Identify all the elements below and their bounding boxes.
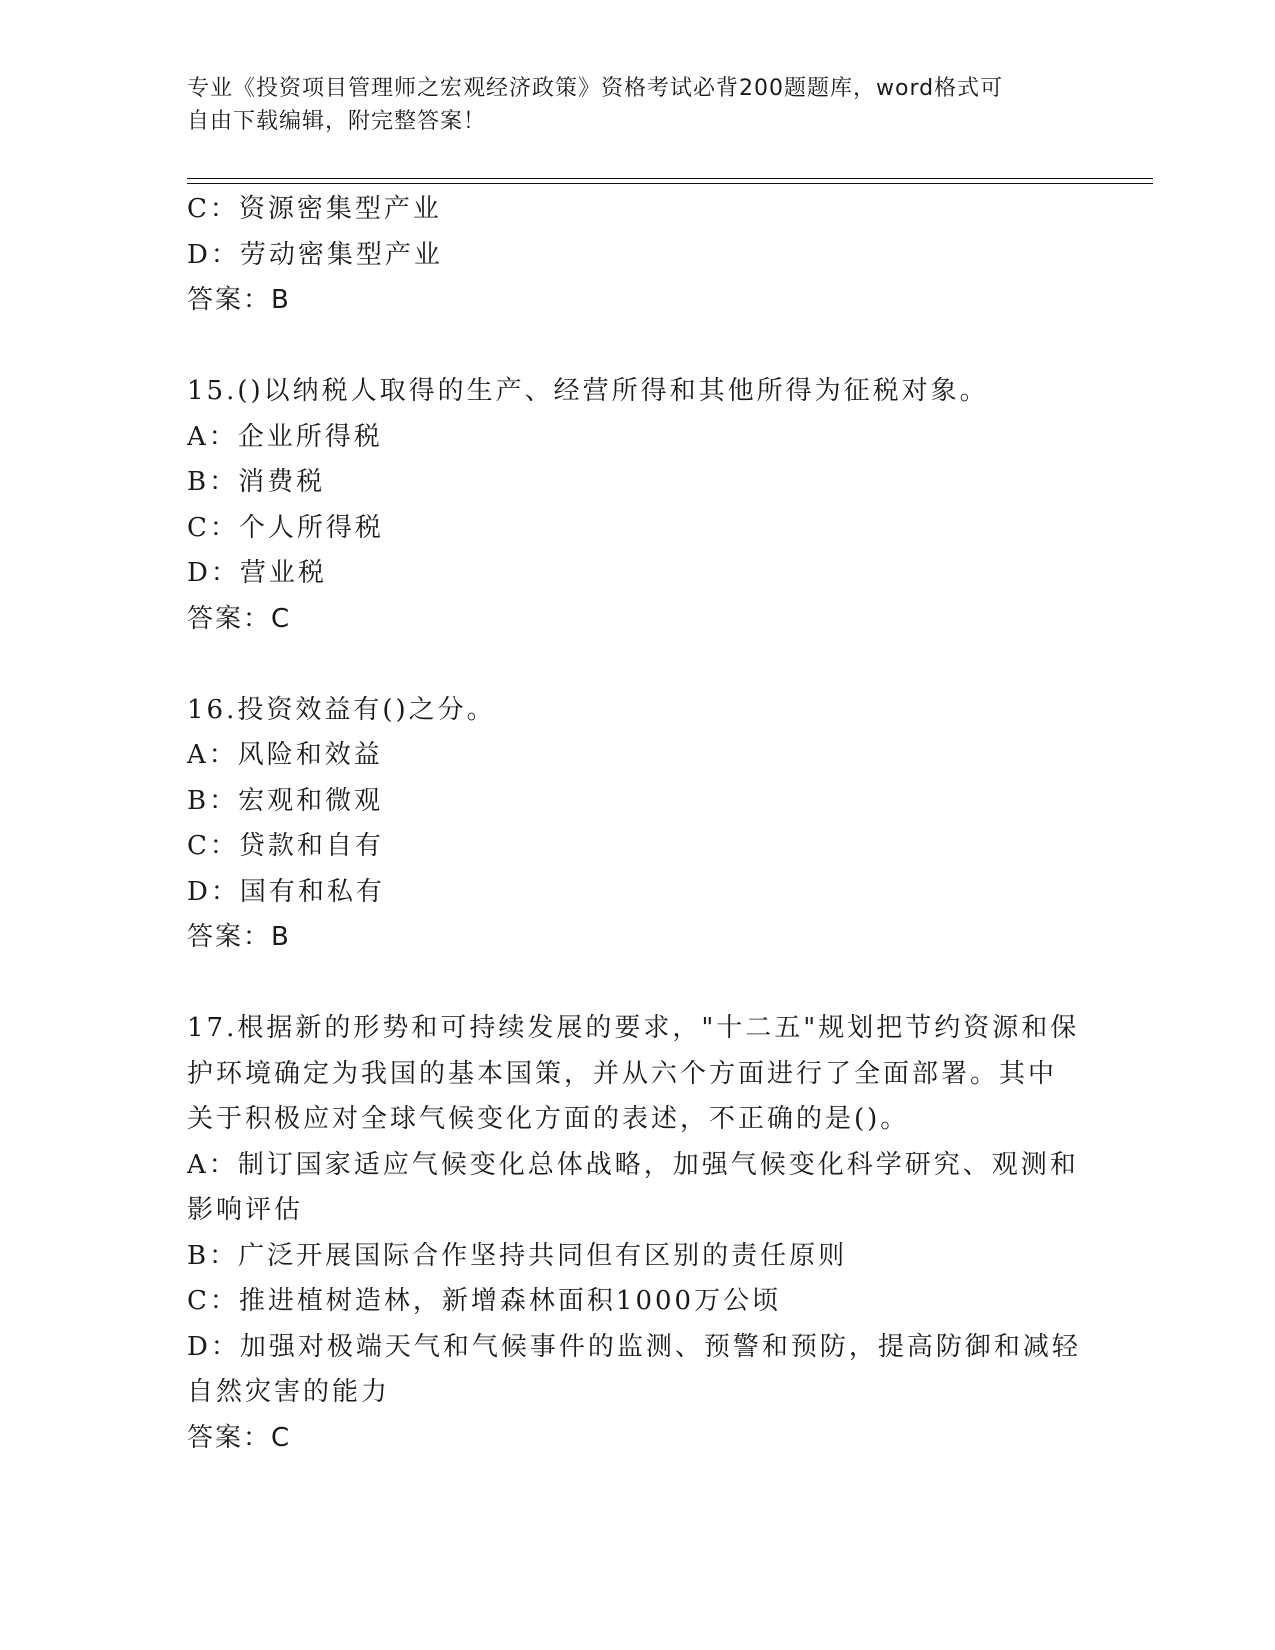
option-b <box>187 1234 1087 1280</box>
option-label: B： <box>187 467 239 497</box>
question-stem-line-2: 护环境确定为我国的基本国策，并从六个方面进行了全面部署。其中 <box>187 1058 1058 1089</box>
question-15 <box>187 369 1087 642</box>
option-a-continued: 影响评估 <box>187 1195 304 1225</box>
option-text: 资源密集型产业 <box>238 194 442 224</box>
option-text: 国有和私有 <box>239 876 385 907</box>
option-text: 个人所得税 <box>238 512 384 543</box>
answer-line: 答案：B <box>187 922 291 952</box>
option-d <box>187 233 1087 279</box>
option-c <box>187 824 1087 870</box>
option-text: 推进植树造林，新增森林面积1000万公顷 <box>238 1286 782 1316</box>
option-c <box>187 1279 1087 1325</box>
option-text: 制订国家适应气候变化总体战略，加强气候变化科学研究、观测和 <box>237 1149 1079 1180</box>
answer-line: 答案：C <box>187 603 292 634</box>
option-label: C： <box>187 1286 239 1316</box>
option-text: 劳动密集型产业 <box>239 239 443 270</box>
option-d <box>187 870 1087 916</box>
option-label: B： <box>187 785 239 816</box>
question-14-continuation <box>187 187 1087 324</box>
option-text: 贷款和自有 <box>238 831 384 861</box>
option-label: D： <box>187 1331 240 1362</box>
answer-line: 答案：C <box>187 1422 292 1453</box>
header-title-line-1: 专业《投资项目管理师之宏观经济政策》资格考试必背200题题库，word格式可 <box>187 76 1004 101</box>
option-text: 风险和效益 <box>237 740 383 770</box>
question-17 <box>187 1006 1087 1461</box>
option-label: A： <box>187 740 238 770</box>
option-a <box>187 1143 1087 1189</box>
option-c <box>187 506 1087 552</box>
option-d <box>187 551 1087 597</box>
option-label: C： <box>187 512 239 543</box>
spacer <box>187 324 1087 370</box>
header-title-line-2: 自由下载编辑，附完整答案！ <box>187 109 487 134</box>
option-label: D： <box>187 558 240 588</box>
option-label: B： <box>187 1240 239 1271</box>
option-b <box>187 779 1087 825</box>
option-b <box>187 460 1087 506</box>
option-label: A： <box>187 1149 238 1180</box>
option-label: A： <box>187 421 238 452</box>
question-list <box>187 187 1087 1461</box>
document-header <box>187 72 1067 138</box>
option-text: 广泛开展国际合作坚持共同但有区别的责任原则 <box>238 1240 848 1271</box>
option-text: 宏观和微观 <box>238 785 384 816</box>
option-c <box>187 187 1087 233</box>
question-16 <box>187 688 1087 961</box>
header-divider-bottom <box>187 183 1153 184</box>
option-label: C： <box>187 831 239 861</box>
question-stem: 15.()以纳税人取得的生产、经营所得和其他所得为征税对象。 <box>187 376 989 406</box>
spacer <box>187 961 1087 1007</box>
answer-line: 答案：B <box>187 285 291 315</box>
option-text: 加强对极端天气和气候事件的监测、预警和预防，提高防御和减轻 <box>239 1331 1081 1362</box>
question-stem: 16.投资效益有()之分。 <box>187 694 496 725</box>
option-a <box>187 415 1087 461</box>
option-label: D： <box>187 239 240 270</box>
question-stem-line-1: 17.根据新的形势和可持续发展的要求，"十二五"规划把节约资源和保 <box>187 1013 1080 1043</box>
option-d <box>187 1325 1087 1371</box>
option-label: D： <box>187 876 240 907</box>
question-stem-line-3: 关于积极应对全球气候变化方面的表述，不正确的是()。 <box>187 1104 910 1134</box>
option-text: 消费税 <box>238 467 326 497</box>
option-text: 企业所得税 <box>237 421 383 452</box>
option-text: 营业税 <box>239 558 327 588</box>
option-label: C： <box>187 194 239 224</box>
option-d-continued: 自然灾害的能力 <box>187 1377 391 1407</box>
header-divider-top <box>187 178 1153 179</box>
option-a <box>187 733 1087 779</box>
spacer <box>187 642 1087 688</box>
